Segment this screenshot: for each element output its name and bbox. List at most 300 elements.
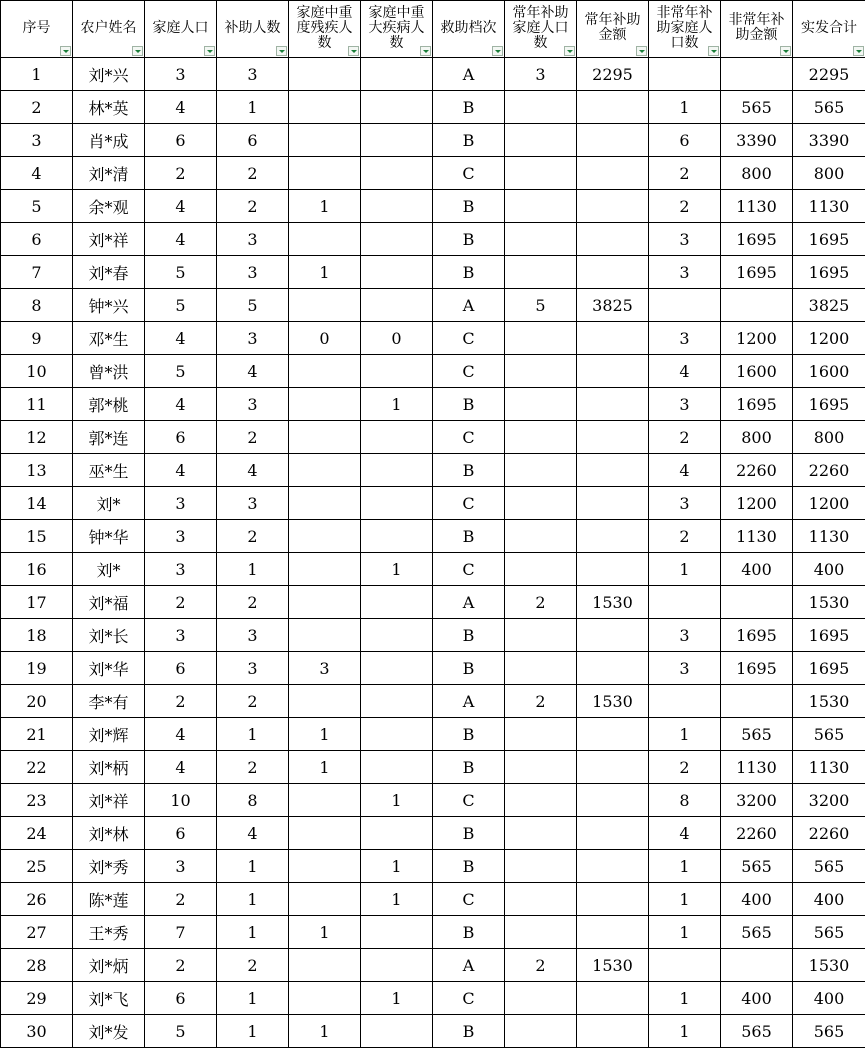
cell-subsidized[interactable]: 3 (217, 388, 289, 421)
cell-seq[interactable]: 8 (1, 289, 73, 322)
cell-nonreg_people[interactable]: 1 (649, 916, 721, 949)
cell-reg_amount[interactable] (577, 619, 649, 652)
cell-name[interactable]: 刘*飞 (73, 982, 145, 1015)
cell-subsidized[interactable]: 3 (217, 652, 289, 685)
cell-seq[interactable]: 5 (1, 190, 73, 223)
cell-nonreg_amount[interactable]: 1130 (721, 190, 793, 223)
cell-illness[interactable] (361, 520, 433, 553)
cell-total[interactable]: 565 (793, 850, 865, 883)
cell-disabled[interactable]: 1 (289, 1015, 361, 1048)
cell-family[interactable]: 4 (145, 190, 217, 223)
cell-name[interactable]: 肖*成 (73, 124, 145, 157)
cell-name[interactable]: 刘*华 (73, 652, 145, 685)
cell-family[interactable]: 6 (145, 124, 217, 157)
cell-name[interactable]: 李*有 (73, 685, 145, 718)
cell-illness[interactable] (361, 256, 433, 289)
cell-reg_people[interactable]: 5 (505, 289, 577, 322)
cell-total[interactable]: 1695 (793, 619, 865, 652)
cell-subsidized[interactable]: 1 (217, 553, 289, 586)
cell-seq[interactable]: 15 (1, 520, 73, 553)
cell-level[interactable]: C (433, 487, 505, 520)
cell-subsidized[interactable]: 1 (217, 1015, 289, 1048)
cell-seq[interactable]: 3 (1, 124, 73, 157)
cell-total[interactable]: 1530 (793, 685, 865, 718)
cell-reg_people[interactable] (505, 883, 577, 916)
cell-reg_people[interactable] (505, 454, 577, 487)
cell-reg_amount[interactable] (577, 487, 649, 520)
cell-disabled[interactable] (289, 124, 361, 157)
cell-level[interactable]: C (433, 421, 505, 454)
cell-seq[interactable]: 13 (1, 454, 73, 487)
cell-family[interactable]: 3 (145, 619, 217, 652)
cell-level[interactable]: B (433, 718, 505, 751)
cell-disabled[interactable]: 1 (289, 718, 361, 751)
cell-nonreg_people[interactable]: 1 (649, 982, 721, 1015)
cell-reg_amount[interactable] (577, 916, 649, 949)
cell-level[interactable]: B (433, 124, 505, 157)
cell-level[interactable]: B (433, 817, 505, 850)
cell-level[interactable]: C (433, 157, 505, 190)
cell-seq[interactable]: 17 (1, 586, 73, 619)
cell-subsidized[interactable]: 2 (217, 751, 289, 784)
cell-subsidized[interactable]: 4 (217, 355, 289, 388)
cell-disabled[interactable] (289, 58, 361, 91)
cell-nonreg_people[interactable]: 3 (649, 619, 721, 652)
cell-nonreg_amount[interactable]: 3200 (721, 784, 793, 817)
cell-level[interactable]: B (433, 388, 505, 421)
cell-nonreg_amount[interactable]: 1695 (721, 388, 793, 421)
cell-subsidized[interactable]: 2 (217, 685, 289, 718)
cell-name[interactable]: 刘*兴 (73, 58, 145, 91)
cell-name[interactable]: 余*观 (73, 190, 145, 223)
cell-total[interactable]: 1130 (793, 751, 865, 784)
cell-name[interactable]: 钟*兴 (73, 289, 145, 322)
cell-reg_amount[interactable]: 1530 (577, 586, 649, 619)
cell-seq[interactable]: 22 (1, 751, 73, 784)
cell-illness[interactable] (361, 91, 433, 124)
cell-total[interactable]: 1130 (793, 190, 865, 223)
cell-name[interactable]: 刘*清 (73, 157, 145, 190)
cell-disabled[interactable]: 3 (289, 652, 361, 685)
filter-dropdown-icon[interactable] (276, 46, 287, 56)
cell-family[interactable]: 2 (145, 949, 217, 982)
cell-seq[interactable]: 20 (1, 685, 73, 718)
cell-reg_amount[interactable] (577, 751, 649, 784)
cell-disabled[interactable]: 1 (289, 256, 361, 289)
cell-subsidized[interactable]: 1 (217, 718, 289, 751)
cell-seq[interactable]: 14 (1, 487, 73, 520)
cell-seq[interactable]: 10 (1, 355, 73, 388)
cell-nonreg_people[interactable]: 1 (649, 883, 721, 916)
cell-nonreg_amount[interactable]: 400 (721, 982, 793, 1015)
cell-total[interactable]: 1200 (793, 322, 865, 355)
cell-reg_people[interactable] (505, 784, 577, 817)
cell-illness[interactable] (361, 685, 433, 718)
cell-name[interactable]: 郭*连 (73, 421, 145, 454)
cell-nonreg_people[interactable]: 3 (649, 256, 721, 289)
cell-disabled[interactable]: 0 (289, 322, 361, 355)
cell-subsidized[interactable]: 3 (217, 256, 289, 289)
cell-total[interactable]: 1130 (793, 520, 865, 553)
cell-subsidized[interactable]: 3 (217, 58, 289, 91)
cell-level[interactable]: C (433, 322, 505, 355)
cell-family[interactable]: 4 (145, 91, 217, 124)
cell-reg_amount[interactable] (577, 388, 649, 421)
cell-disabled[interactable] (289, 487, 361, 520)
cell-total[interactable]: 3825 (793, 289, 865, 322)
cell-illness[interactable] (361, 718, 433, 751)
cell-name[interactable]: 刘*柄 (73, 751, 145, 784)
cell-illness[interactable] (361, 751, 433, 784)
cell-level[interactable]: B (433, 652, 505, 685)
cell-name[interactable]: 刘*福 (73, 586, 145, 619)
cell-reg_people[interactable] (505, 751, 577, 784)
cell-seq[interactable]: 27 (1, 916, 73, 949)
cell-nonreg_amount[interactable] (721, 289, 793, 322)
cell-seq[interactable]: 7 (1, 256, 73, 289)
cell-reg_amount[interactable] (577, 817, 649, 850)
cell-family[interactable]: 3 (145, 58, 217, 91)
cell-family[interactable]: 5 (145, 289, 217, 322)
cell-family[interactable]: 6 (145, 817, 217, 850)
cell-total[interactable]: 400 (793, 883, 865, 916)
cell-disabled[interactable] (289, 91, 361, 124)
cell-reg_people[interactable] (505, 487, 577, 520)
cell-total[interactable]: 565 (793, 718, 865, 751)
cell-disabled[interactable] (289, 223, 361, 256)
cell-illness[interactable] (361, 586, 433, 619)
cell-reg_people[interactable]: 3 (505, 58, 577, 91)
cell-nonreg_people[interactable]: 4 (649, 817, 721, 850)
cell-level[interactable]: A (433, 58, 505, 91)
cell-reg_people[interactable] (505, 322, 577, 355)
cell-nonreg_amount[interactable]: 1695 (721, 223, 793, 256)
cell-total[interactable]: 3390 (793, 124, 865, 157)
cell-reg_people[interactable] (505, 652, 577, 685)
cell-nonreg_amount[interactable]: 1695 (721, 652, 793, 685)
cell-disabled[interactable] (289, 553, 361, 586)
cell-level[interactable]: B (433, 619, 505, 652)
cell-reg_amount[interactable]: 1530 (577, 685, 649, 718)
cell-level[interactable]: C (433, 784, 505, 817)
cell-name[interactable]: 曾*洪 (73, 355, 145, 388)
cell-nonreg_amount[interactable]: 1200 (721, 487, 793, 520)
cell-level[interactable]: B (433, 190, 505, 223)
cell-family[interactable]: 2 (145, 685, 217, 718)
cell-subsidized[interactable]: 2 (217, 157, 289, 190)
cell-seq[interactable]: 23 (1, 784, 73, 817)
cell-disabled[interactable]: 1 (289, 916, 361, 949)
cell-illness[interactable] (361, 619, 433, 652)
cell-seq[interactable]: 6 (1, 223, 73, 256)
cell-family[interactable]: 3 (145, 520, 217, 553)
cell-level[interactable]: B (433, 520, 505, 553)
cell-illness[interactable] (361, 289, 433, 322)
cell-total[interactable]: 3200 (793, 784, 865, 817)
cell-subsidized[interactable]: 3 (217, 487, 289, 520)
cell-level[interactable]: B (433, 454, 505, 487)
cell-subsidized[interactable]: 6 (217, 124, 289, 157)
cell-reg_people[interactable] (505, 817, 577, 850)
cell-total[interactable]: 1530 (793, 949, 865, 982)
cell-nonreg_amount[interactable]: 800 (721, 157, 793, 190)
cell-total[interactable]: 400 (793, 553, 865, 586)
cell-nonreg_people[interactable]: 2 (649, 421, 721, 454)
cell-nonreg_people[interactable]: 3 (649, 223, 721, 256)
cell-reg_people[interactable] (505, 718, 577, 751)
cell-reg_people[interactable]: 2 (505, 949, 577, 982)
cell-subsidized[interactable]: 4 (217, 454, 289, 487)
cell-nonreg_amount[interactable]: 1695 (721, 619, 793, 652)
filter-dropdown-icon[interactable] (204, 46, 215, 56)
cell-reg_amount[interactable] (577, 124, 649, 157)
cell-name[interactable]: 刘*林 (73, 817, 145, 850)
cell-nonreg_people[interactable]: 2 (649, 157, 721, 190)
cell-disabled[interactable] (289, 619, 361, 652)
cell-reg_amount[interactable] (577, 553, 649, 586)
cell-disabled[interactable] (289, 289, 361, 322)
cell-reg_amount[interactable]: 1530 (577, 949, 649, 982)
cell-reg_people[interactable]: 2 (505, 685, 577, 718)
cell-illness[interactable] (361, 454, 433, 487)
cell-disabled[interactable] (289, 355, 361, 388)
cell-total[interactable]: 1695 (793, 388, 865, 421)
cell-name[interactable]: 刘*秀 (73, 850, 145, 883)
cell-subsidized[interactable]: 3 (217, 322, 289, 355)
cell-reg_people[interactable] (505, 223, 577, 256)
cell-level[interactable]: C (433, 982, 505, 1015)
cell-level[interactable]: A (433, 949, 505, 982)
cell-family[interactable]: 6 (145, 421, 217, 454)
cell-disabled[interactable] (289, 883, 361, 916)
cell-seq[interactable]: 16 (1, 553, 73, 586)
cell-illness[interactable] (361, 817, 433, 850)
cell-nonreg_people[interactable]: 6 (649, 124, 721, 157)
cell-family[interactable]: 4 (145, 454, 217, 487)
cell-disabled[interactable] (289, 520, 361, 553)
cell-nonreg_amount[interactable]: 1130 (721, 751, 793, 784)
cell-subsidized[interactable]: 2 (217, 190, 289, 223)
cell-reg_people[interactable] (505, 190, 577, 223)
cell-illness[interactable] (361, 355, 433, 388)
cell-reg_people[interactable] (505, 388, 577, 421)
cell-illness[interactable]: 1 (361, 982, 433, 1015)
cell-reg_people[interactable]: 2 (505, 586, 577, 619)
cell-subsidized[interactable]: 2 (217, 949, 289, 982)
cell-reg_amount[interactable] (577, 421, 649, 454)
cell-nonreg_people[interactable]: 3 (649, 322, 721, 355)
cell-nonreg_people[interactable]: 4 (649, 355, 721, 388)
cell-level[interactable]: B (433, 256, 505, 289)
cell-seq[interactable]: 11 (1, 388, 73, 421)
cell-reg_amount[interactable]: 2295 (577, 58, 649, 91)
cell-seq[interactable]: 18 (1, 619, 73, 652)
cell-name[interactable]: 林*英 (73, 91, 145, 124)
cell-nonreg_people[interactable]: 3 (649, 487, 721, 520)
cell-family[interactable]: 5 (145, 355, 217, 388)
cell-total[interactable]: 565 (793, 91, 865, 124)
cell-family[interactable]: 3 (145, 487, 217, 520)
cell-subsidized[interactable]: 1 (217, 883, 289, 916)
cell-level[interactable]: A (433, 685, 505, 718)
cell-reg_amount[interactable] (577, 982, 649, 1015)
filter-dropdown-icon[interactable] (708, 46, 719, 56)
cell-seq[interactable]: 12 (1, 421, 73, 454)
cell-nonreg_amount[interactable]: 1600 (721, 355, 793, 388)
cell-name[interactable]: 刘*祥 (73, 223, 145, 256)
cell-reg_amount[interactable] (577, 850, 649, 883)
cell-disabled[interactable]: 1 (289, 190, 361, 223)
cell-total[interactable]: 2260 (793, 454, 865, 487)
cell-nonreg_amount[interactable] (721, 58, 793, 91)
cell-name[interactable]: 刘* (73, 487, 145, 520)
cell-nonreg_amount[interactable]: 565 (721, 916, 793, 949)
cell-subsidized[interactable]: 8 (217, 784, 289, 817)
cell-disabled[interactable] (289, 784, 361, 817)
cell-nonreg_people[interactable]: 1 (649, 850, 721, 883)
cell-nonreg_people[interactable]: 1 (649, 718, 721, 751)
cell-level[interactable]: C (433, 553, 505, 586)
cell-reg_people[interactable] (505, 124, 577, 157)
cell-name[interactable]: 刘*春 (73, 256, 145, 289)
cell-nonreg_amount[interactable]: 565 (721, 718, 793, 751)
cell-disabled[interactable] (289, 982, 361, 1015)
cell-family[interactable]: 2 (145, 883, 217, 916)
cell-reg_amount[interactable] (577, 652, 649, 685)
cell-nonreg_amount[interactable]: 565 (721, 91, 793, 124)
cell-family[interactable]: 2 (145, 157, 217, 190)
cell-family[interactable]: 4 (145, 322, 217, 355)
cell-seq[interactable]: 4 (1, 157, 73, 190)
cell-nonreg_people[interactable] (649, 58, 721, 91)
cell-nonreg_amount[interactable]: 1130 (721, 520, 793, 553)
cell-reg_amount[interactable] (577, 355, 649, 388)
cell-family[interactable]: 4 (145, 388, 217, 421)
cell-illness[interactable] (361, 949, 433, 982)
cell-reg_people[interactable] (505, 850, 577, 883)
cell-subsidized[interactable]: 2 (217, 421, 289, 454)
cell-reg_people[interactable] (505, 1015, 577, 1048)
cell-disabled[interactable] (289, 157, 361, 190)
cell-total[interactable]: 800 (793, 157, 865, 190)
cell-illness[interactable]: 1 (361, 784, 433, 817)
cell-disabled[interactable]: 1 (289, 751, 361, 784)
cell-level[interactable]: B (433, 91, 505, 124)
cell-nonreg_amount[interactable]: 400 (721, 553, 793, 586)
cell-level[interactable]: B (433, 223, 505, 256)
cell-illness[interactable]: 0 (361, 322, 433, 355)
cell-nonreg_amount[interactable]: 1200 (721, 322, 793, 355)
cell-seq[interactable]: 29 (1, 982, 73, 1015)
cell-nonreg_amount[interactable]: 800 (721, 421, 793, 454)
cell-family[interactable]: 4 (145, 718, 217, 751)
cell-nonreg_people[interactable] (649, 685, 721, 718)
cell-disabled[interactable] (289, 685, 361, 718)
cell-seq[interactable]: 19 (1, 652, 73, 685)
cell-nonreg_amount[interactable]: 3390 (721, 124, 793, 157)
cell-nonreg_amount[interactable] (721, 586, 793, 619)
cell-family[interactable]: 5 (145, 256, 217, 289)
cell-reg_people[interactable] (505, 91, 577, 124)
cell-name[interactable]: 刘* (73, 553, 145, 586)
cell-family[interactable]: 7 (145, 916, 217, 949)
cell-disabled[interactable] (289, 817, 361, 850)
cell-total[interactable]: 1530 (793, 586, 865, 619)
filter-dropdown-icon[interactable] (348, 46, 359, 56)
cell-reg_people[interactable] (505, 421, 577, 454)
cell-level[interactable]: A (433, 586, 505, 619)
cell-level[interactable]: B (433, 916, 505, 949)
cell-seq[interactable]: 28 (1, 949, 73, 982)
cell-disabled[interactable] (289, 388, 361, 421)
cell-family[interactable]: 5 (145, 1015, 217, 1048)
filter-dropdown-icon[interactable] (132, 46, 143, 56)
cell-family[interactable]: 2 (145, 586, 217, 619)
cell-level[interactable]: B (433, 1015, 505, 1048)
cell-family[interactable]: 3 (145, 553, 217, 586)
cell-total[interactable]: 2295 (793, 58, 865, 91)
cell-name[interactable]: 巫*生 (73, 454, 145, 487)
cell-level[interactable]: C (433, 883, 505, 916)
cell-reg_amount[interactable] (577, 520, 649, 553)
cell-name[interactable]: 刘*祥 (73, 784, 145, 817)
cell-nonreg_amount[interactable]: 565 (721, 1015, 793, 1048)
cell-illness[interactable] (361, 157, 433, 190)
cell-illness[interactable]: 1 (361, 883, 433, 916)
cell-total[interactable]: 1695 (793, 256, 865, 289)
cell-reg_people[interactable] (505, 982, 577, 1015)
cell-level[interactable]: B (433, 751, 505, 784)
cell-nonreg_amount[interactable]: 1695 (721, 256, 793, 289)
cell-nonreg_people[interactable]: 4 (649, 454, 721, 487)
cell-name[interactable]: 钟*华 (73, 520, 145, 553)
cell-reg_people[interactable] (505, 520, 577, 553)
cell-reg_amount[interactable] (577, 718, 649, 751)
cell-nonreg_people[interactable]: 1 (649, 91, 721, 124)
cell-nonreg_amount[interactable]: 400 (721, 883, 793, 916)
cell-family[interactable]: 4 (145, 751, 217, 784)
cell-illness[interactable] (361, 1015, 433, 1048)
cell-nonreg_amount[interactable]: 2260 (721, 817, 793, 850)
cell-illness[interactable]: 1 (361, 388, 433, 421)
cell-nonreg_amount[interactable] (721, 685, 793, 718)
cell-illness[interactable] (361, 652, 433, 685)
filter-dropdown-icon[interactable] (420, 46, 431, 56)
cell-subsidized[interactable]: 1 (217, 91, 289, 124)
cell-seq[interactable]: 9 (1, 322, 73, 355)
cell-disabled[interactable] (289, 850, 361, 883)
cell-level[interactable]: A (433, 289, 505, 322)
cell-subsidized[interactable]: 3 (217, 619, 289, 652)
cell-name[interactable]: 陈*莲 (73, 883, 145, 916)
cell-name[interactable]: 刘*发 (73, 1015, 145, 1048)
cell-nonreg_people[interactable]: 2 (649, 520, 721, 553)
cell-disabled[interactable] (289, 421, 361, 454)
filter-dropdown-icon[interactable] (564, 46, 575, 56)
cell-reg_amount[interactable] (577, 883, 649, 916)
cell-illness[interactable]: 1 (361, 850, 433, 883)
cell-reg_people[interactable] (505, 355, 577, 388)
cell-seq[interactable]: 1 (1, 58, 73, 91)
cell-nonreg_amount[interactable] (721, 949, 793, 982)
cell-total[interactable]: 565 (793, 916, 865, 949)
cell-name[interactable]: 郭*桃 (73, 388, 145, 421)
cell-nonreg_people[interactable] (649, 949, 721, 982)
cell-subsidized[interactable]: 1 (217, 850, 289, 883)
cell-nonreg_people[interactable]: 3 (649, 652, 721, 685)
cell-disabled[interactable] (289, 454, 361, 487)
filter-dropdown-icon[interactable] (780, 46, 791, 56)
